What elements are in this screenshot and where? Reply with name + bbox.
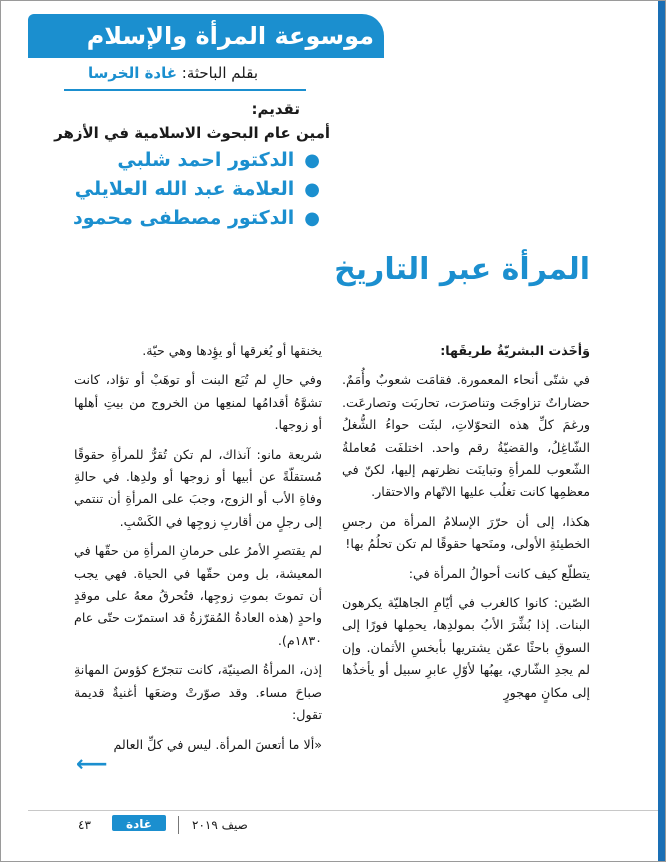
paragraph: في شتّى أنحاء المعمورة. فقامَت شعوبٌ وأُمَمٌ. حضاراتٌ تزاوجَت وتناصرَت، تحاربَت وتصارعَت. ورغمَ كلِّ هذه التحوّلاتِ، لبثَت حواءُ الشُّغلُ الشّاغِلُ، والقضيّةُ رقم واحد. اختلفَت مُعاملةُ الشّعوب للمرأةِ وتباينَت نظرتهم إليها، لكنّ في معظمِها كانت تغلُب عليها الاتّهام والاحتقار. bbox=[342, 372, 590, 500]
right-edge-bar bbox=[658, 0, 666, 862]
paragraph: يخنقها أو يُغرقها أو يؤِدها وهي حيّة. bbox=[142, 343, 322, 358]
article-column-right bbox=[342, 340, 590, 711]
intro-person: ●الدكتور مصطفى محمود bbox=[73, 207, 320, 229]
byline-underline bbox=[64, 89, 306, 91]
paragraph: «ألا ما أتعسَ المرأة. ليس في كلِّ العالم bbox=[113, 736, 322, 752]
footer-rule bbox=[28, 810, 658, 811]
paragraph: وفي حالِ لم تُبَع البنت أو توهَبْ أو تؤاد، كانت تشوَّهُ أقدامُها لمنعِها من الخروج من بيتِ أهلها أو زوجها. bbox=[74, 372, 322, 433]
series-title: موسوعة المرأة والإسلام bbox=[86, 22, 374, 50]
bullet-icon: ● bbox=[304, 208, 320, 229]
arrow-left-icon: ⟵ bbox=[76, 752, 108, 777]
bullet-icon: ● bbox=[304, 179, 320, 200]
paragraph: وَأخَذت البشريّةُ طريقَها: bbox=[440, 343, 590, 358]
paragraph: هكذا، إلى أن حرّرَ الإسلامُ المرأة من رجسِ الخطيئةِ الأولى، ومنَحها حقوقًا لم تكن تحلُمُ بها! bbox=[342, 513, 590, 552]
intro-label: تقديم: bbox=[251, 100, 300, 118]
paragraph: لم يقتصرِ الأمرُ على حرمانِ المرأةِ من حقّها في المعيشة، بل ومن حقّها في الحياة. فهي يجب أن تموتَ بموتِ زوجِها، فتُحرقُ معهُ على موقدٍ واحدٍ (هذه العادةُ المُقرّزةُ قد استمرّت حتّى عام ١٨٣٠م). bbox=[74, 543, 322, 648]
page-number: ٤٣ bbox=[78, 818, 91, 832]
issue-season: صيف ٢٠١٩ bbox=[192, 818, 248, 832]
bullet-icon: ● bbox=[304, 150, 320, 171]
article-column-left bbox=[74, 340, 322, 763]
paragraph: إذن، المرأةُ الصينيّة، كانت تتجرّع كؤوسَ المهانةِ صباحَ مساء. وقد صوّرتْ وضعَها أغنيةٌ قديمة تقول: bbox=[74, 662, 322, 723]
intro-role: أمين عام البحوث الاسلامية في الأزهر bbox=[54, 124, 330, 142]
paragraph: الصّين: كانوا كالغرب في أيّامِ الجاهليّة يكرهون البنات. إذا بُشِّرَ الأبُ بمولدِها، يحمِلها فورًا إلى السوقِ باحثًا عمّن يشتريها بأبخسِ الأثمان. وإن لم يجدِ الشّاري، يهبُها لأوّلِ عابرِ سبيل أو يأخذُها إلى مكانٍ مهجورٍ bbox=[342, 595, 590, 700]
intro-person: ●الدكتور احمد شلبي bbox=[117, 149, 320, 171]
logo-text: غادة bbox=[126, 817, 152, 831]
author-name: غادة الخرسا bbox=[88, 64, 177, 82]
footer-separator bbox=[178, 816, 179, 834]
intro-person: ●العلامة عبد الله العلايلي bbox=[74, 178, 320, 200]
section-title: المرأة عبر التاريخ bbox=[334, 252, 590, 287]
magazine-logo bbox=[112, 813, 166, 833]
byline-prefix: بقلم الباحثة: bbox=[181, 64, 258, 82]
paragraph: شريعة مانو: آنذاك، لم تكن تُقرُّ للمرأةِ حقوقًا مُستقلّةً عن أبيها أو زوجها أو ولدِها. في حالةِ وفاةِ الأب أو الزوج، وجبَ على المرأةِ أن تنتمي إلى رجلٍ من أقاربِ زوجِها في الكَسْبِ. bbox=[74, 446, 322, 529]
intro-people-list bbox=[73, 146, 320, 233]
paragraph: يتطلّع كيف كانت أحوالُ المرأة في: bbox=[408, 565, 590, 581]
byline bbox=[18, 64, 258, 82]
